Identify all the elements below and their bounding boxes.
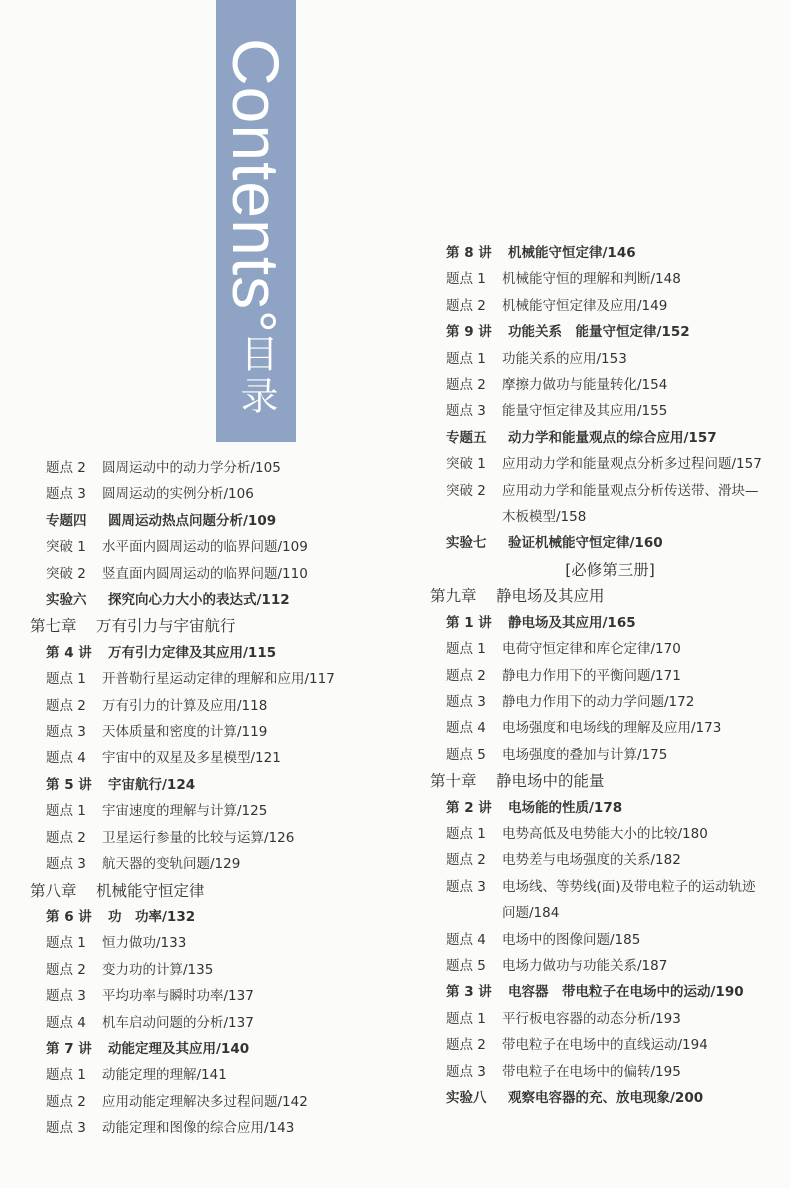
- toc-entry-item: [430, 689, 790, 715]
- toc-entry-title: 航天器的变轨问题/129: [102, 856, 241, 873]
- toc-entry-item: [430, 372, 790, 398]
- toc-entry-item: [30, 719, 420, 745]
- toc-entry-number: 实验六: [46, 592, 87, 609]
- toc-entry-number: 突破 1: [446, 456, 486, 473]
- toc-entry-item: [430, 293, 790, 319]
- toc-entry-lecture: [430, 425, 790, 451]
- toc-entry-title: 电势高低及电势能大小的比较/180: [502, 825, 708, 842]
- toc-entry-title: 电场线、等势线(面)及带电粒子的运动轨迹: [502, 878, 756, 895]
- toc-entry-number: 突破 2: [446, 482, 486, 499]
- toc-entry-lecture: [30, 1036, 420, 1062]
- toc-entry-title: 静电力作用下的动力学问题/172: [502, 693, 695, 710]
- toc-entry-title: 电场强度的叠加与计算/175: [502, 746, 668, 763]
- toc-entry-number: 题点 1: [46, 1067, 86, 1084]
- toc-entry-number: 第 3 讲: [446, 984, 492, 1001]
- toc-entry-number: 题点 2: [46, 961, 86, 978]
- toc-entry-number: 题点 1: [46, 935, 86, 952]
- toc-entry-item: [30, 745, 420, 771]
- toc-left-column: [30, 455, 420, 1142]
- toc-entry-title: 电势差与电场强度的关系/182: [502, 852, 681, 869]
- toc-entry-number: 题点 4: [46, 1014, 86, 1031]
- toc-entry-number: 题点 1: [446, 641, 486, 658]
- toc-entry-number: 题点 2: [46, 460, 86, 476]
- toc-entry-title: 动能定理的理解/141: [102, 1067, 227, 1084]
- toc-entry-item: [30, 455, 420, 481]
- toc-entry-item: [430, 953, 790, 979]
- toc-entry-item: [30, 957, 420, 983]
- toc-entry-title: 平均功率与瞬时功率/137: [102, 988, 254, 1005]
- toc-entry-item: [430, 451, 790, 477]
- toc-entry-title: 万有引力定律及其应用/115: [108, 644, 277, 661]
- toc-entry-title: 圆周运动中的动力学分析/105: [102, 460, 281, 476]
- toc-entry-item: [30, 1062, 420, 1088]
- toc-entry-item: [30, 534, 420, 560]
- toc-entry-title: 电荷守恒定律和库仑定律/170: [502, 641, 681, 658]
- toc-entry-item: [30, 983, 420, 1009]
- toc-entry-lecture: [430, 319, 790, 345]
- toc-entry-title: 静电场中的能量: [496, 772, 605, 791]
- toc-entry-item: [30, 798, 420, 824]
- toc-entry-number: 题点 3: [46, 856, 86, 873]
- toc-entry-number: 题点 1: [46, 803, 86, 820]
- toc-entry-number: 题点 1: [446, 825, 486, 842]
- toc-entry-item: [430, 927, 790, 953]
- toc-entry-title: 机械能守恒定律及应用/149: [502, 297, 668, 314]
- toc-entry-title: 应用动力学和能量观点分析多过程问题/157: [502, 456, 762, 473]
- toc-entry-item: [430, 636, 790, 662]
- toc-entry-number: 题点 2: [446, 377, 486, 394]
- toc-entry-title: 平行板电容器的动态分析/193: [502, 1010, 681, 1027]
- toc-entry-title: 卫星运行参量的比较与运算/126: [102, 829, 295, 846]
- toc-entry-number: 题点 3: [46, 486, 86, 503]
- toc-entry-title: 摩擦力做功与能量转化/154: [502, 377, 668, 394]
- toc-entry-title: 探究向心力大小的表达式/112: [108, 592, 290, 609]
- toc-entry-number: 题点 1: [446, 271, 486, 288]
- toc-entry-title: 竖直面内圆周运动的临界问题/110: [102, 565, 308, 582]
- toc-entry-lecture: [30, 587, 420, 613]
- toc-entry-number: 题点 3: [46, 1120, 86, 1137]
- toc-entry-item: [430, 742, 790, 768]
- toc-entry-item: [30, 930, 420, 956]
- toc-entry-title: 观察电容器的充、放电现象/200: [508, 1090, 704, 1106]
- toc-entry-chapter: [30, 878, 420, 904]
- toc-entry-title: 应用动力学和能量观点分析传送带、滑块—: [502, 482, 759, 499]
- toc-entry-title: 电场能的性质/178: [508, 799, 623, 816]
- toc-entry-title: 功能关系的应用/153: [502, 350, 627, 367]
- banner-cn-title: 目录: [234, 333, 278, 418]
- toc-entry-number: 题点 1: [446, 1010, 486, 1027]
- toc-entry-title: 机械能守恒的理解和判断/148: [502, 271, 681, 288]
- toc-entry-item: [430, 715, 790, 741]
- toc-entry-number: 题点 5: [446, 957, 486, 974]
- toc-entry-title: 动能定理和图像的综合应用/143: [102, 1120, 295, 1137]
- toc-entry-title: 万有引力的计算及应用/118: [102, 697, 268, 714]
- toc-entry-number: 第 6 讲: [46, 908, 92, 925]
- toc-entry-item: [30, 481, 420, 507]
- toc-entry-number: 题点 4: [46, 750, 86, 767]
- toc-entry-item: [30, 561, 420, 587]
- toc-entry-number: 题点 3: [446, 403, 486, 420]
- toc-entry-title: 电场强度和电场线的理解及应用/173: [502, 720, 722, 737]
- toc-entry-number: 题点 3: [446, 878, 486, 895]
- toc-entry-item: [430, 1006, 790, 1032]
- toc-entry-title: 机车启动问题的分析/137: [102, 1014, 254, 1031]
- toc-entry-title: 天体质量和密度的计算/119: [102, 724, 268, 741]
- toc-entry-number: 第 8 讲: [446, 245, 492, 261]
- toc-entry-item: [30, 825, 420, 851]
- toc-entry-title: 应用动能定理解决多过程问题/142: [102, 1093, 308, 1110]
- toc-entry-item: [430, 266, 790, 292]
- toc-entry-number: 题点 3: [46, 724, 86, 741]
- toc-entry-item: [30, 666, 420, 692]
- toc-entry-number: 第 9 讲: [446, 324, 492, 341]
- toc-entry-lecture: [30, 772, 420, 798]
- toc-entry-number: 题点 1: [46, 671, 86, 688]
- toc-entry-item: [430, 346, 790, 372]
- toc-entry-number: 专题五: [446, 429, 487, 446]
- toc-entry-title: 宇宙航行/124: [108, 776, 196, 793]
- toc-entry-number: 第十章: [430, 772, 477, 791]
- toc-entry-number: 第八章: [30, 881, 77, 900]
- toc-entry-title: 机械能守恒定律/146: [508, 245, 636, 261]
- toc-entry-title: 变力功的计算/135: [102, 961, 214, 978]
- toc-entry-title: 电容器 带电粒子在电场中的运动/190: [508, 984, 744, 1001]
- toc-entry-title: 恒力做功/133: [102, 935, 187, 952]
- toc-entry-title-continued: 问题/184: [502, 905, 560, 922]
- toc-entry-item: [30, 693, 420, 719]
- toc-entry-item: [30, 1010, 420, 1036]
- toc-entry-lecture: [430, 610, 790, 636]
- toc-entry-title: 带电粒子在电场中的直线运动/194: [502, 1037, 708, 1054]
- toc-entry-title: 万有引力与宇宙航行: [96, 617, 236, 636]
- toc-entry-item: [430, 1059, 790, 1085]
- banner-title: Contents°: [219, 38, 293, 334]
- toc-entry-number: 第 1 讲: [446, 614, 492, 631]
- toc-entry-title: 验证机械能守恒定律/160: [508, 535, 663, 552]
- toc-entry-item: [30, 851, 420, 877]
- toc-entry-number: 实验七: [446, 535, 487, 552]
- toc-entry-number: 实验八: [446, 1090, 487, 1106]
- toc-entry-title: 宇宙速度的理解与计算/125: [102, 803, 268, 820]
- toc-entry-number: 专题四: [46, 512, 87, 529]
- toc-entry-title-continued: 木板模型/158: [502, 509, 587, 526]
- toc-entry-item: [30, 1115, 420, 1141]
- toc-entry-title: 功 功率/132: [108, 908, 196, 925]
- toc-entry-number: 题点 2: [446, 297, 486, 314]
- toc-entry-title: 静电场及其应用/165: [508, 614, 636, 631]
- toc-entry-title: 圆周运动热点问题分析/109: [108, 512, 277, 529]
- toc-entry-number: 第 4 讲: [46, 644, 92, 661]
- toc-entry-title: 机械能守恒定律: [96, 881, 205, 900]
- toc-entry-item: [30, 1089, 420, 1115]
- toc-entry-chapter: [30, 613, 420, 639]
- toc-entry-number: 第 7 讲: [46, 1040, 92, 1057]
- toc-entry-title: [必修第三册]: [565, 560, 655, 579]
- toc-entry-title: 带电粒子在电场中的偏转/195: [502, 1063, 681, 1080]
- toc-entry-title: 水平面内圆周运动的临界问题/109: [102, 539, 308, 556]
- toc-entry-title: 电场力做功与功能关系/187: [502, 957, 668, 974]
- toc-entry-number: 第 2 讲: [446, 799, 492, 816]
- toc-entry-number: 第七章: [30, 617, 77, 636]
- toc-entry-number: 题点 2: [46, 829, 86, 846]
- toc-entry-title: 宇宙中的双星及多星模型/121: [102, 750, 281, 767]
- toc-entry-item: [430, 1032, 790, 1058]
- toc-entry-number: 题点 1: [446, 350, 486, 367]
- toc-entry-book: [430, 557, 790, 583]
- toc-entry-chapter: [430, 768, 790, 794]
- toc-entry-item: [430, 663, 790, 689]
- banner-text: [216, 0, 296, 442]
- toc-entry-number: 突破 2: [46, 565, 86, 582]
- toc-entry-title: 静电场及其应用: [496, 587, 605, 606]
- toc-right-column: [430, 240, 790, 1111]
- toc-entry-lecture: [430, 240, 790, 266]
- toc-entry-item: [430, 398, 790, 424]
- toc-entry-lecture: [430, 795, 790, 821]
- toc-entry-number: 题点 2: [46, 697, 86, 714]
- toc-entry-lecture: [30, 904, 420, 930]
- toc-entry-number: 突破 1: [46, 539, 86, 556]
- toc-entry-number: 题点 3: [46, 988, 86, 1005]
- toc-entry-lecture: [30, 508, 420, 534]
- toc-entry-number: 第九章: [430, 587, 477, 606]
- toc-entry-number: 第 5 讲: [46, 776, 92, 793]
- toc-entry-number: 题点 2: [446, 667, 486, 684]
- toc-entry-title: 动能定理及其应用/140: [108, 1040, 250, 1057]
- toc-entry-number: 题点 3: [446, 693, 486, 710]
- toc-entry-lecture: [30, 640, 420, 666]
- toc-entry-title: 开普勒行星运动定律的理解和应用/117: [102, 671, 335, 688]
- toc-entry-title: 功能关系 能量守恒定律/152: [508, 324, 690, 341]
- toc-entry-chapter: [430, 583, 790, 609]
- toc-entry-title: 能量守恒定律及其应用/155: [502, 403, 668, 420]
- toc-entry-item: [430, 847, 790, 873]
- toc-entry-number: 题点 2: [46, 1093, 86, 1110]
- toc-entry-title: 电场中的图像问题/185: [502, 931, 641, 948]
- toc-entry-number: 题点 5: [446, 746, 486, 763]
- toc-entry-number: 题点 4: [446, 720, 486, 737]
- toc-entry-title: 静电力作用下的平衡问题/171: [502, 667, 681, 684]
- toc-entry-item: [430, 478, 790, 504]
- toc-entry-lecture: [430, 979, 790, 1005]
- toc-entry-title: 动力学和能量观点的综合应用/157: [508, 429, 717, 446]
- toc-entry-lecture: [430, 530, 790, 556]
- toc-entry-number: 题点 2: [446, 852, 486, 869]
- toc-entry-number: 题点 2: [446, 1037, 486, 1054]
- toc-entry-item: [430, 821, 790, 847]
- toc-entry-title: 圆周运动的实例分析/106: [102, 486, 254, 503]
- toc-entry-number: 题点 3: [446, 1063, 486, 1080]
- toc-entry-lecture: [430, 1085, 790, 1111]
- toc-entry-number: 题点 4: [446, 931, 486, 948]
- toc-entry-item: [430, 874, 790, 900]
